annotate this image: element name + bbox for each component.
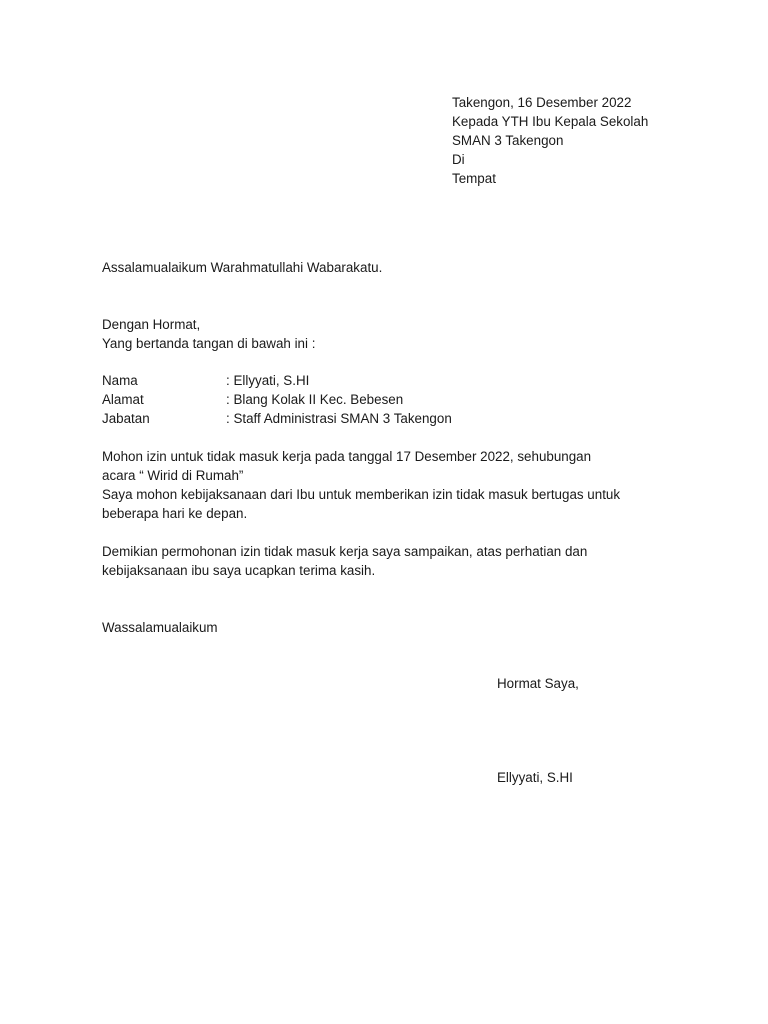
opening-intro: Yang bertanda tangan di bawah ini : — [102, 336, 316, 351]
field-label-jabatan: Jabatan — [102, 411, 150, 426]
greeting: Assalamualaikum Warahmatullahi Wabarakatu. — [102, 260, 383, 275]
field-value-alamat: : Blang Kolak II Kec. Bebesen — [226, 392, 404, 407]
paragraph2-line2: kebijaksanaan ibu saya ucapkan terima kasih. — [102, 563, 376, 578]
place-date: Takengon, 16 Desember 2022 — [452, 95, 632, 110]
signature-salutation: Hormat Saya, — [497, 676, 579, 691]
tempat-line: Tempat — [452, 171, 496, 186]
paragraph2-line1: Demikian permohonan izin tidak masuk kerja saya sampaikan, atas perhatian dan — [102, 544, 588, 559]
paragraph1-line1: Mohon izin untuk tidak masuk kerja pada tanggal 17 Desember 2022, sehubungan — [102, 449, 592, 464]
paragraph1-line2: acara “ Wirid di Rumah” — [102, 468, 244, 483]
school-name: SMAN 3 Takengon — [452, 133, 564, 148]
signature-name: Ellyyati, S.HI — [497, 770, 573, 785]
field-label-alamat: Alamat — [102, 392, 144, 407]
closing-greeting: Wassalamualaikum — [102, 620, 218, 635]
field-label-nama: Nama — [102, 373, 138, 388]
field-value-nama: : Ellyyati, S.HI — [226, 373, 310, 388]
paragraph1-line4: beberapa hari ke depan. — [102, 506, 248, 521]
field-value-jabatan: : Staff Administrasi SMAN 3 Takengon — [226, 411, 452, 426]
opening-salutation: Dengan Hormat, — [102, 317, 201, 332]
paragraph1-line3: Saya mohon kebijaksanaan dari Ibu untuk memberikan izin tidak masuk bertugas untuk — [102, 487, 621, 502]
recipient-line: Kepada YTH Ibu Kepala Sekolah — [452, 114, 649, 129]
di-line: Di — [452, 152, 465, 167]
